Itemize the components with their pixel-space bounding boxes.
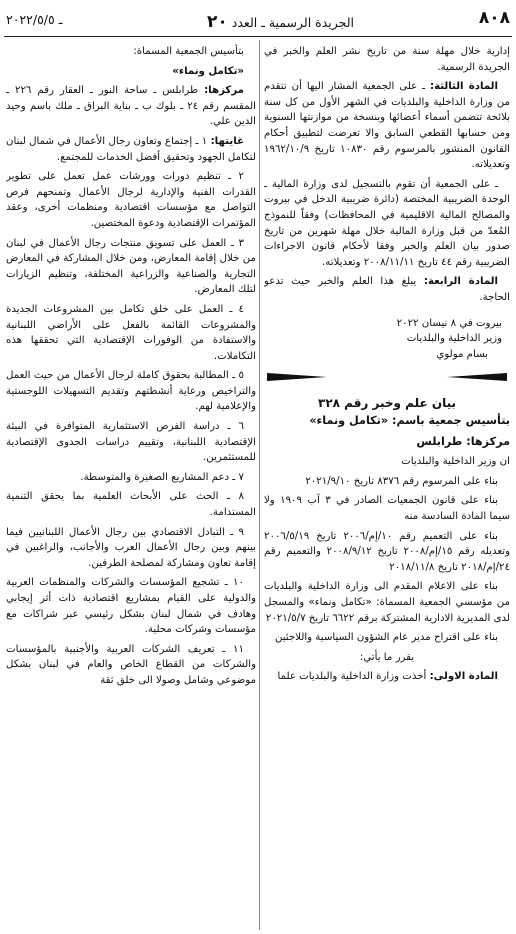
decides-line: يقرر ما يأتي: (359, 651, 415, 663)
publication-name: الجريدة الرسمية ـ العدد (231, 15, 354, 30)
goal-7: ٧ ـ دعم المشاريع الصغيرة والمتوسطة. (80, 471, 244, 483)
column-divider (259, 40, 260, 930)
goal-2: ٢ ـ تنظيم دورات وورشات عمل تعمل على تطوير القدرات الفنية والإدارية لرجال الأعمال وتمنحهم فرص التواصل مع مؤسسات اقتصادية ومنظمات أخرى، وعقد المؤتمرات الإقتصادية ودعوة المختصين. (6, 171, 256, 229)
issue-number: ٢٠ (207, 12, 228, 32)
goal-1 (6, 134, 256, 165)
statement-title: بيان علم وخبر رقم ٣٢٨ (318, 396, 456, 411)
hq-label: مركزها: (204, 85, 244, 97)
headquarters (6, 83, 256, 130)
based-on-3: بناء على التعميم رقم ١٠/إم/٢٠٠٦ تاريخ ٢٠٠٦/٥/١٩ وتعديله رقم ١٥/إم/٢٠٠٨ تاريخ ٢٠٠٨/٩/١٢ والتعميم رقم ٢٤/إم/٢٠١٨ تاريخ ٢٠١٨/١١/٨ (264, 530, 510, 573)
goal-6: ٦ ـ دراسة الفرص الاستثمارية المتوافرة في البيئة الإقتصادية اللبنانية، وتقييم دراسات الجدوى الإقتصادية للمستثمرين. (6, 421, 256, 464)
based-on-5: بناء على اقتراح مدير عام الشؤون السياسية واللاجئين (274, 632, 498, 644)
statement-hq: مركزها: طرابلس (416, 435, 510, 449)
goal-8: ٨ ـ الحث على الأبحاث العلمية بما يحقق التنمية المستدامة. (6, 491, 256, 519)
based-on-2: بناء على قانون الجمعيات الصادر في ٣ آب ١٩٠٩ ولا سيما المادة السادسة منه (264, 495, 510, 523)
article-three (264, 79, 510, 173)
article-label: المادة الثالثة: (430, 81, 498, 93)
issue-date: ـ ٢٠٢٢/٥/٥ (6, 12, 63, 27)
signature-place-date: بيروت في ٨ نيسان ٢٠٢٢ (396, 317, 502, 329)
based-on-4: بناء على الاعلام المقدم الى وزارة الداخلية والبلديات من مؤسسي الجمعية المسماة: «تكامل ونماء» والمسجل لدى المديرية الادارية المشتركة برقم ٦٦٢٢ تاريخ ٢٠٢١/٥/٧ (264, 581, 510, 624)
article-one (264, 669, 510, 685)
article-text: ـ على الجمعية المشار اليها أن تتقدم من وزارة الداخلية والبلديات في الشهر الأول من كل سنة بلائحة تتضمن أسماء أعضائها وبنسخة من موازنتها السنوية ومن حسابها القطعي السابق والا تعرضت لتطبيق أحكام القانون المنشور بالمرسوم رقم ١٠٨٣٠ تاريخ ١٩٦٢/١٠/٩ وتعديلاته. (264, 81, 510, 171)
based-on-1: بناء على المرسوم رقم ٨٣٧٦ تاريخ ٢٠٢١/٩/١٠ (305, 475, 498, 487)
paragraph: ـ على الجمعية أن تقوم بالتسجيل لدى وزارة المالية ـ الوحدة الضريبية المختصة (دائرة ضريبية الدخل في بيروت والمصالح المالية الاقليمية في المحافظات) وفقاً للنموذج المُعدّ من قبل وزارة المالية خلال مهلة شهرين من تاريخ صدور بيان العلم والخبر وفقا لأحكام قانون الاجراءات الضريبية رقم ٤٤ تاريخ ٢٠٠٨/١١/١١ وتعديلاته. (264, 178, 510, 268)
right-column (264, 44, 510, 930)
article-text: يبلغ هذا العلم والخبر حيث تدعو الحاجة. (264, 276, 510, 303)
goal-text: ١ ـ إجتماع وتعاون رجال الأعمال في شمال لبنان لتكامل الجهود وتحقيق أفضل الخدمات للمجتمع. (6, 135, 256, 163)
goal-11: ١١ ـ تعريف الشركات العربية والأجنبية بالمؤسسات والشركات من القطاع الخاص والعام في لبنان بشكل موضوعي وشامل وصولا الى خلق ثقة (6, 643, 256, 686)
signature-name: بسام مولوي (436, 348, 488, 360)
minister-line: ان وزير الداخلية والبلديات (401, 456, 510, 468)
article-text: أخذت وزارة الداخلية والبلديات علما (277, 671, 427, 683)
association-name: «تكامل ونماء» (172, 65, 244, 77)
section-divider (264, 372, 510, 382)
hq-text: طرابلس ـ ساحة النور ـ العقار رقم ٢٢٦ ـ المقسم رقم ٢٤ ـ بلوك ب ـ بناية البراق ـ ملك باسم وحيد الدين علي. (6, 85, 256, 128)
signature-title: وزير الداخلية والبلديات (406, 333, 502, 345)
article-four (264, 274, 510, 305)
statement-subtitle: بتأسيس جمعية باسم: «تكامل ونماء» (309, 414, 510, 428)
page-number: ٨٠٨ (478, 8, 510, 28)
article-label: المادة الاولى: (429, 671, 498, 683)
header-rule (4, 36, 512, 37)
article-label: المادة الرابعة: (423, 276, 498, 288)
publication-title (207, 12, 354, 32)
goal-9: ٩ ـ التبادل الاقتصادي بين رجال الأعمال اللبنانيين فيما بينهم وبين رجال الأعمال العرب والأجانب، والراغبين في إقامة تعاون ومشاركة لمصلحة الطرفين. (6, 526, 256, 569)
goals-label: غايتها: (210, 135, 244, 147)
goal-10: ١٠ ـ تشجيع المؤسسات والشركات والمنظمات العربية والدولية على القيام بمشاريع اقتصادية ذات أثر إيجابي وهادف في شمال لبنان بشكل رئيسي عبر شراكات مع مؤسسات وشركات محلية. (6, 577, 256, 636)
page-header (4, 6, 512, 36)
left-column (6, 44, 256, 930)
goal-4: ٤ ـ العمل على خلق تكامل بين المشروعات الجديدة والمشروعات القائمة بالفعل على الأراضي اللبنانية والاستفادة من الوفورات الإقتصادية التي تحققها هذه التكاملات. (6, 303, 256, 362)
paragraph: إدارية خلال مهلة سنة من تاريخ نشر العلم والخبر في الجريدة الرسمية. (264, 46, 510, 73)
intro-line: بتأسيس الجمعية المسماة: (133, 46, 244, 57)
goal-5: ٥ ـ المطالبة بحقوق كاملة لرجال الأعمال من حيث العمل والتراخيص ورعاية أنشطتهم وتقديم التسهيلات اللوجستية والإعلامية لهم. (6, 370, 256, 413)
goal-3: ٣ ـ العمل على تسويق منتجات رجال الأعمال في لبنان من خلال إقامة المعارض، ومن خلال المشاركة في المعارض التجارية والصناعية والزراعية المختلفة، وتنظيم الزيارات لتلك المعارض. (6, 237, 256, 296)
